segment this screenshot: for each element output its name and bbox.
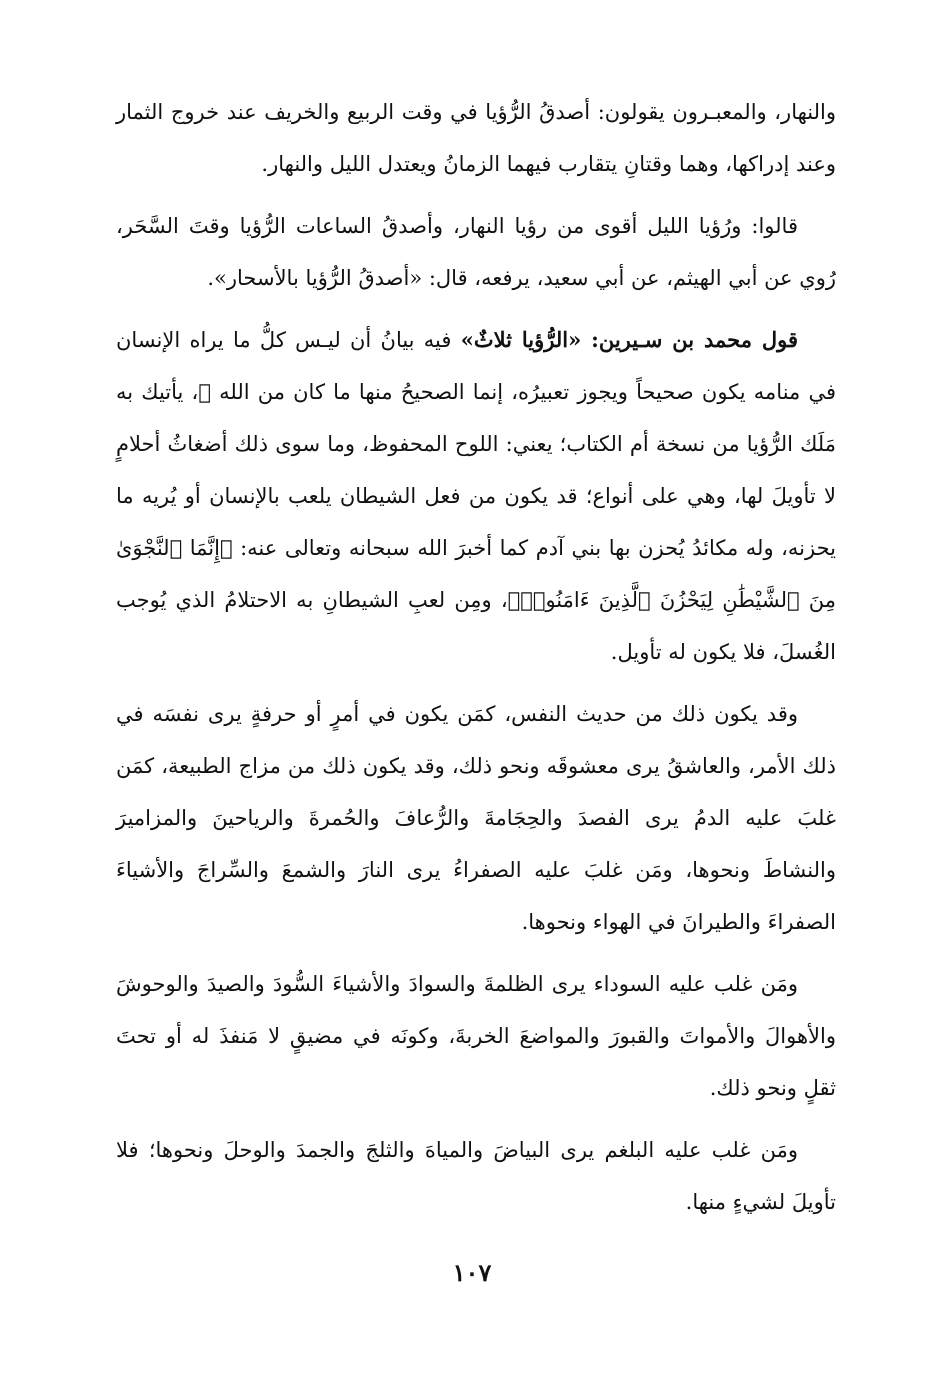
paragraph-ibn-sirin (116, 314, 836, 678)
page-number: ١٠٧ (452, 1258, 492, 1287)
paragraph-lead: قول محمد بن سـيرين: «الرُّؤيا ثلاثٌ» (460, 327, 798, 352)
paragraph-text: فيه بيانُ أن ليـس كلُّ ما يراه الإنسان في منامه يكون صحيحاً ويجوز تعبيرُه، إنما الصحيحُ منها ما كان من الله ﷻ، يأتيك به مَلَك الرُّؤيا من نسخة أم الكتاب؛ يعني: اللوح المحفوظ، وما سوى ذلك أضغاثُ أحلامٍ لا تأويلَ لها، وهي على أنواع؛ قد يكون من فعل الشيطان يلعب بالإنسان أو يُريه ما يحزنه، وله مكائدُ يُحزن بها بني آدم كما أخبرَ الله سبحانه وتعالى عنه: ﴿إِنَّمَا ٱلنَّجْوَىٰ مِنَ ٱلشَّيْطَٰنِ لِيَحْزُنَ ٱلَّذِينَ ءَامَنُوا۟﴾، ومِن لعبِ الشيطانِ به الاحتلامُ الذي يُوجب الغُسلَ، فلا يكون له تأويل. (116, 328, 836, 664)
paragraph-text: والنهار، والمعبـرون يقولون: أصدقُ الرُّؤيا في وقت الربيع والخريف عند خروج الثمار وعند إدراكها، وهما وقتانِ يتقارب فيهما الزمانُ ويعتدل الليل والنهار. (116, 100, 836, 176)
paragraph-night-dreams (116, 200, 836, 304)
paragraph-seasons (116, 86, 836, 190)
paragraph-text: ومَن غلب عليه البلغم يرى البياضَ والمياهَ والثلجَ والجمدَ والوحلَ ونحوها؛ فلا تأويلَ لشيءٍ منها. (116, 1138, 836, 1214)
paragraph-text: ومَن غلب عليه السوداء يرى الظلمةَ والسوادَ والأشياءَ السُّودَ والصيدَ والوحوشَ والأهوالَ والأمواتَ والقبورَ والمواضعَ الخربةَ، وكونَه في مضيقٍ لا مَنفذَ له أو تحتَ ثقلٍ ونحو ذلك. (116, 972, 836, 1100)
body-text (116, 86, 836, 1238)
paragraph-phlegm (116, 1124, 836, 1228)
paragraph-text: قالوا: ورُؤيا الليل أقوى من رؤيا النهار، وأصدقُ الساعات الرُّؤيا وقتَ السَّحَر، رُوي عن أبي الهيثم، عن أبي سعيد، يرفعه، قال: «أصدقُ الرُّؤيا بالأسحار». (116, 214, 836, 290)
paragraph-black-bile (116, 958, 836, 1114)
paragraph-text: وقد يكون ذلك من حديث النفس، كمَن يكون في أمرٍ أو حرفةٍ يرى نفسَه في ذلك الأمر، والعاشقُ يرى معشوقَه ونحو ذلك، وقد يكون ذلك من مزاج الطبيعة، كمَن غلبَ عليه الدمُ يرى الفصدَ والحِجَامةَ والرُّعافَ والحُمرةَ والرياحينَ والمزاميرَ والنشاطَ ونحوها، ومَن غلبَ عليه الصفراءُ يرى النارَ والشمعَ والسِّراجَ والأشياءَ الصفراءَ والطيرانَ في الهواء ونحوها. (116, 702, 837, 934)
paragraph-self-talk (116, 688, 836, 948)
